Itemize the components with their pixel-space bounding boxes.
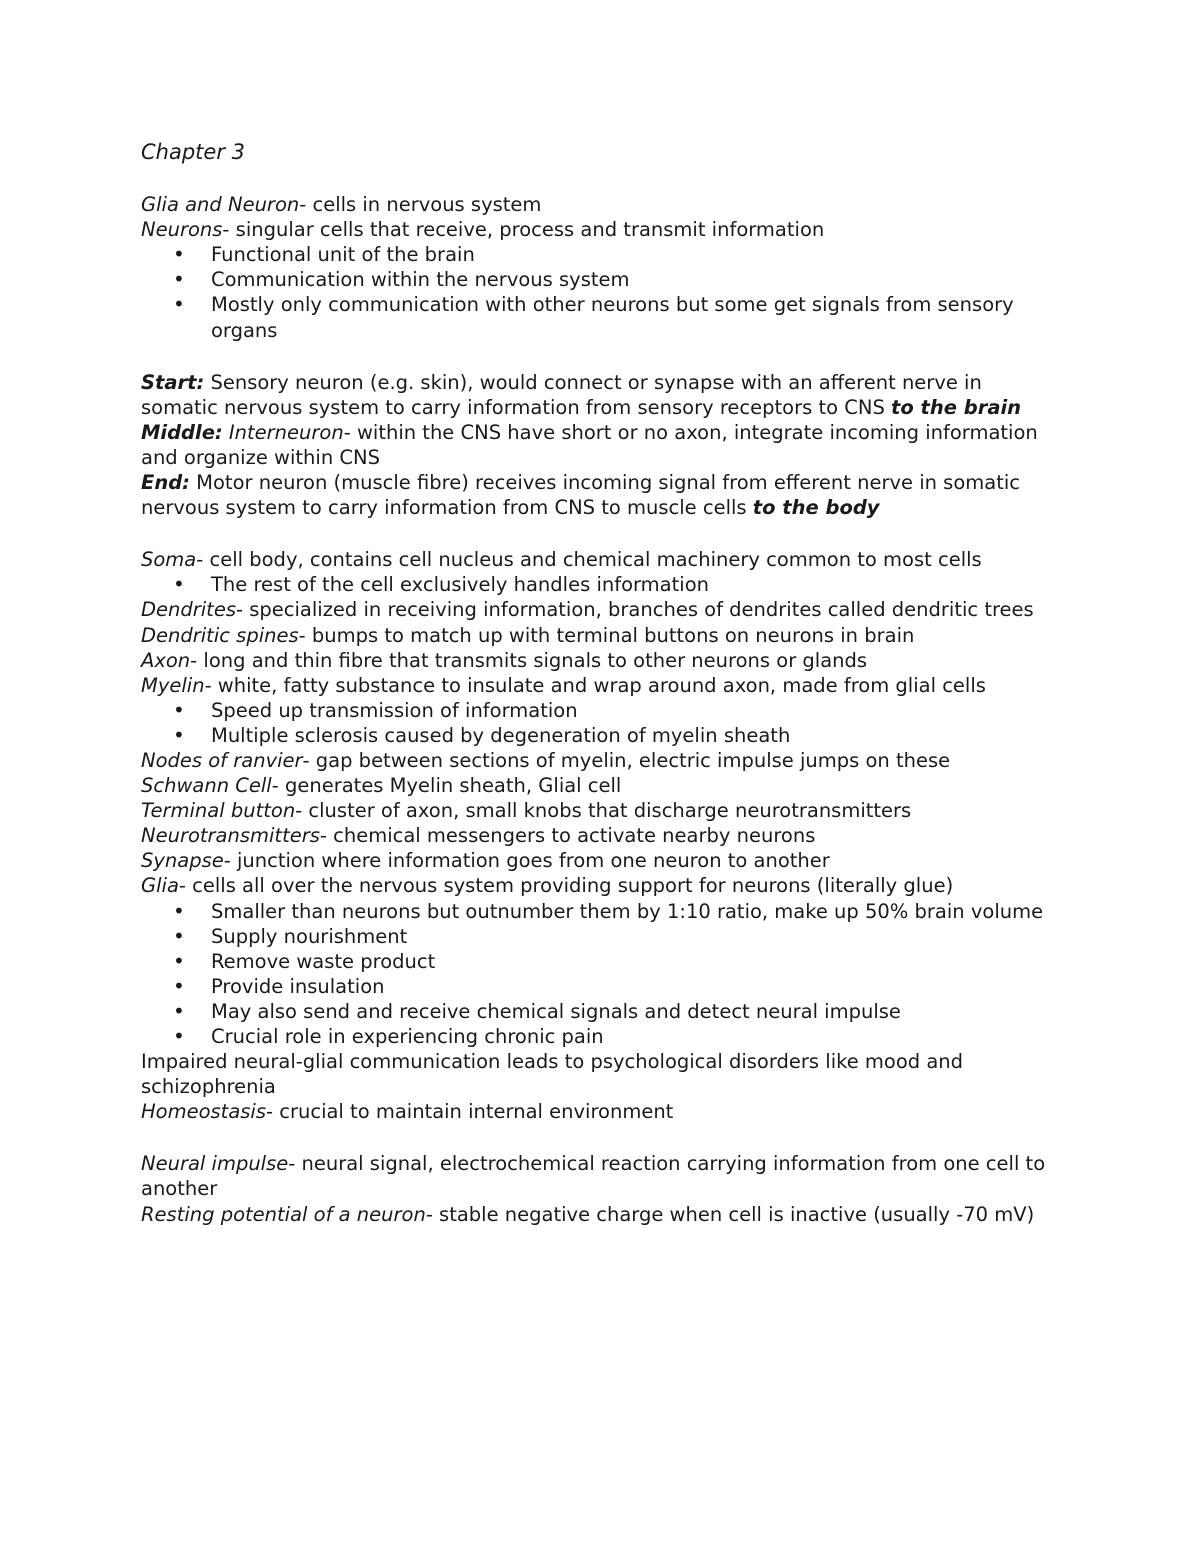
terminal-button-entry	[141, 798, 1061, 823]
term: Neurotransmitters	[141, 824, 320, 848]
end-emphasis: to the body	[752, 496, 880, 520]
definition: - specialized in receiving information, branches of dendrites called dendritic trees	[236, 598, 1034, 622]
paragraph-gap	[141, 1124, 1061, 1151]
list-item: • Multiple sclerosis caused by degeneration of myelin sheath	[141, 723, 1061, 748]
definition: - cell body, contains cell nucleus and chemical machinery common to most cells	[196, 548, 982, 572]
term: Soma	[141, 548, 197, 572]
neurotransmitters-entry	[141, 823, 1061, 848]
definition: - gap between sections of myelin, electric impulse jumps on these	[302, 748, 951, 772]
soma-entry	[141, 547, 1061, 572]
list-item: • Smaller than neurons but outnumber them by 1:10 ratio, make up 50% brain volume	[141, 899, 1061, 924]
middle-label: Middle:	[141, 420, 223, 444]
synapse-entry	[141, 848, 1061, 873]
end-text: Motor neuron (muscle fibre) receives incoming signal from efferent nerve in somatic nervous system to carry information from CNS to muscle cells	[141, 471, 1020, 520]
list-item: • Speed up transmission of information	[141, 698, 1061, 723]
definition: - generates Myelin sheath, Glial cell	[271, 774, 622, 798]
definition: - singular cells that receive, process and transmit information	[222, 218, 825, 242]
impaired-communication-text: Impaired neural-glial communication leads to psychological disorders like mood and schizophrenia	[141, 1050, 964, 1099]
start-label: Start:	[141, 370, 205, 394]
homeostasis-entry	[141, 1099, 1061, 1124]
list-item: • The rest of the cell exclusively handles information	[141, 572, 1061, 597]
term: Resting potential of a neuron	[141, 1202, 426, 1226]
list-item: • Crucial role in experiencing chronic pain	[141, 1024, 1061, 1049]
definition: - cells all over the nervous system providing support for neurons (literally glue)	[178, 874, 954, 898]
nodes-of-ranvier-entry	[141, 748, 1061, 773]
list-item: • May also send and receive chemical signals and detect neural impulse	[141, 999, 1061, 1024]
glia-neuron-entry	[141, 192, 1061, 217]
resting-potential-entry	[141, 1202, 1061, 1227]
term: Schwann Cell	[141, 774, 272, 798]
term: Axon	[141, 648, 191, 672]
term: Dendritic spines	[141, 623, 299, 647]
list-item: • Communication within the nervous system	[141, 267, 1061, 292]
term: Glia and Neuron	[141, 193, 300, 217]
paragraph-gap	[141, 343, 1061, 370]
definition: - chemical messengers to activate nearby neurons	[319, 824, 816, 848]
definition: - bumps to match up with terminal buttons on neurons in brain	[298, 623, 915, 647]
dendrites-entry	[141, 597, 1061, 622]
neurons-bullet-list	[141, 242, 1061, 342]
list-item: • Functional unit of the brain	[141, 242, 1061, 267]
myelin-bullet-list	[141, 698, 1061, 748]
term: Myelin	[141, 673, 205, 697]
neural-impulse-entry	[141, 1151, 1061, 1201]
definition: - white, fatty substance to insulate and wrap around axon, made from glial cells	[204, 673, 986, 697]
definition: - long and thin fibre that transmits signals to other neurons or glands	[190, 648, 868, 672]
definition: - cells in nervous system	[299, 193, 542, 217]
definition: - neural signal, electrochemical reaction carrying information from one cell to another	[141, 1152, 1046, 1201]
start-text: Sensory neuron (e.g. skin), would connect or synapse with an afferent nerve in somatic nervous system to carry information from sensory receptors to CNS	[141, 370, 982, 419]
end-entry	[141, 470, 1061, 520]
term: Neural impulse	[141, 1152, 289, 1176]
middle-entry	[141, 420, 1061, 470]
list-item: • Remove waste product	[141, 949, 1061, 974]
term: Neurons	[141, 218, 223, 242]
middle-term: Interneuron	[222, 420, 344, 444]
axon-entry	[141, 648, 1061, 673]
glia-bullet-list	[141, 899, 1061, 1050]
term: Synapse	[141, 849, 224, 873]
middle-text: - within the CNS have short or no axon, integrate incoming information and organize within CNS	[141, 420, 1038, 469]
schwann-cell-entry	[141, 773, 1061, 798]
myelin-entry	[141, 673, 1061, 698]
document-page	[141, 140, 1061, 1227]
end-label: End:	[141, 471, 190, 495]
term: Nodes of ranvier	[141, 748, 303, 772]
term: Homeostasis	[141, 1100, 267, 1124]
term: Glia	[141, 874, 179, 898]
list-item: • Mostly only communication with other neurons but some get signals from sensory organs	[141, 292, 1061, 342]
start-emphasis: to the brain	[891, 395, 1022, 419]
definition: - junction where information goes from one neuron to another	[223, 849, 830, 873]
glia-entry	[141, 873, 1061, 898]
definition: - crucial to maintain internal environment	[266, 1100, 674, 1124]
definition: - cluster of axon, small knobs that discharge neurotransmitters	[295, 799, 912, 823]
list-item: • Provide insulation	[141, 974, 1061, 999]
soma-bullet-list	[141, 572, 1061, 597]
chapter-title: Chapter 3	[141, 140, 245, 164]
start-entry	[141, 370, 1061, 420]
definition: - stable negative charge when cell is inactive (usually -70 mV)	[425, 1202, 1035, 1226]
neurons-entry	[141, 217, 1061, 242]
term: Dendrites	[141, 598, 236, 622]
list-item: • Supply nourishment	[141, 924, 1061, 949]
dendritic-spines-entry	[141, 623, 1061, 648]
paragraph-gap	[141, 520, 1061, 547]
term: Terminal button	[141, 799, 296, 823]
